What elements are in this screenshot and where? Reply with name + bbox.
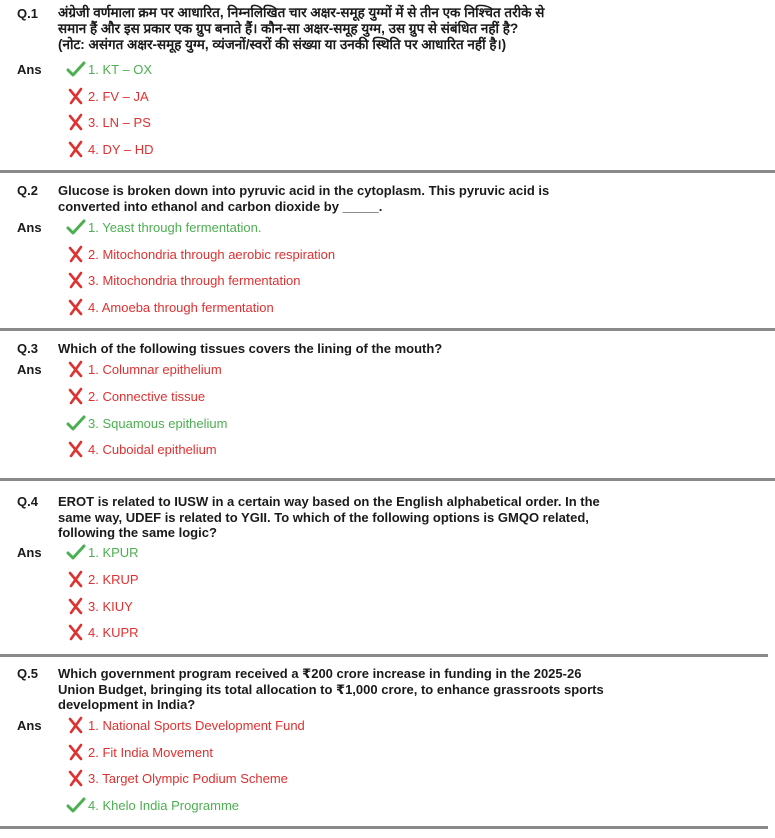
option-label: 2. KRUP — [88, 571, 139, 587]
question-number: Q.1 — [17, 6, 38, 21]
option-4 — [66, 297, 274, 317]
option-3 — [66, 596, 133, 616]
cross-icon — [66, 623, 86, 641]
check-icon — [66, 218, 86, 236]
answer-label: Ans — [17, 718, 42, 733]
answer-label: Ans — [17, 545, 42, 560]
option-label: 4. KUPR — [88, 624, 139, 640]
option-label: 2. Mitochondria through aerobic respiration — [88, 246, 336, 262]
option-1 — [66, 359, 222, 379]
option-4 — [66, 795, 239, 815]
question-number: Q.4 — [17, 494, 38, 509]
option-label: 3. Squamous epithelium — [88, 415, 228, 431]
question-text — [58, 666, 618, 713]
option-2 — [66, 244, 335, 264]
option-label: 3. KIUY — [88, 598, 133, 614]
question-text-line: (नोट: असंगत अक्षर-समूह युग्म, व्यंजनों/स्वरों की संख्या या उनकी स्थिति पर आधारित नहीं है।) — [58, 37, 507, 52]
option-2 — [66, 742, 213, 762]
answer-label: Ans — [17, 62, 42, 77]
cross-icon — [66, 570, 86, 588]
option-3 — [66, 270, 300, 290]
separator — [0, 654, 768, 657]
separator — [0, 826, 768, 829]
option-2 — [66, 386, 205, 406]
option-3 — [66, 413, 227, 433]
option-1 — [66, 542, 139, 562]
option-label: 1. National Sports Development Fund — [88, 717, 305, 733]
option-label: 4. Cuboidal epithelium — [88, 441, 217, 457]
option-1 — [66, 59, 152, 79]
option-label: 1. Yeast through fermentation. — [88, 219, 262, 235]
question-number: Q.5 — [17, 666, 38, 681]
cross-icon — [66, 743, 86, 761]
option-2 — [66, 86, 149, 106]
option-label: 2. FV – JA — [88, 88, 149, 104]
option-label: 3. Mitochondria through fermentation — [88, 272, 301, 288]
option-4 — [66, 139, 154, 159]
cross-icon — [66, 769, 86, 787]
question-text — [58, 5, 603, 53]
option-1 — [66, 715, 305, 735]
question-text-line: same way, UDEF is related to YGII. To which of the following options is GMQO related, — [58, 509, 589, 525]
option-label: 3. LN – PS — [88, 114, 151, 130]
separator — [0, 478, 775, 481]
question-text-line: समान हैं और इस प्रकार एक ग्रुप बनाते हैं। कौन-सा अक्षर-समूह युग्म, उस ग्रुप से संबंधित नहीं है? — [58, 21, 519, 36]
option-1 — [66, 217, 261, 237]
question-text-line: Which of the following tissues covers the lining of the mouth? — [58, 341, 443, 356]
check-icon — [66, 414, 86, 432]
cross-icon — [66, 716, 86, 734]
question-number: Q.3 — [17, 341, 38, 356]
cross-icon — [66, 440, 86, 458]
cross-icon — [66, 360, 86, 378]
option-3 — [66, 112, 151, 132]
question-text-line: development in India? — [58, 697, 196, 712]
separator — [0, 328, 775, 331]
option-label: 1. KPUR — [88, 544, 139, 560]
option-label: 4. Khelo India Programme — [88, 797, 240, 813]
check-icon — [66, 543, 86, 561]
question-text-line: Glucose is broken down into pyruvic acid in the cytoplasm. This pyruvic acid is — [58, 183, 550, 198]
option-2 — [66, 569, 139, 589]
option-4 — [66, 622, 139, 642]
cross-icon — [66, 271, 86, 289]
cross-icon — [66, 387, 86, 405]
question-number: Q.2 — [17, 183, 38, 198]
question-text — [58, 183, 603, 214]
question-text-line: EROT is related to IUSW in a certain way based on the English alphabetical order. In the — [58, 494, 600, 509]
question-text-line: अंग्रेजी वर्णमाला क्रम पर आधारित, निम्नलिखित चार अक्षर-समूह युग्मों में से तीन एक निश्चित तरीके से — [58, 5, 545, 20]
option-4 — [66, 439, 217, 459]
check-icon — [66, 60, 86, 78]
option-label: 2. Connective tissue — [88, 388, 206, 404]
answer-label: Ans — [17, 220, 42, 235]
option-label: 1. Columnar epithelium — [88, 361, 222, 377]
option-label: 4. Amoeba through fermentation — [88, 299, 274, 315]
check-icon — [66, 796, 86, 814]
option-label: 3. Target Olympic Podium Scheme — [88, 770, 288, 786]
separator — [0, 170, 775, 173]
cross-icon — [66, 298, 86, 316]
question-text-line: Union Budget, bringing its total allocation to ₹1,000 crore, to enhance grassroots sports — [58, 681, 604, 697]
option-3 — [66, 768, 288, 788]
answer-label: Ans — [17, 362, 42, 377]
question-text-line: Which government program received a ₹200 crore increase in funding in the 2025-26 — [58, 666, 582, 681]
cross-icon — [66, 87, 86, 105]
option-label: 1. KT – OX — [88, 61, 153, 77]
cross-icon — [66, 140, 86, 158]
question-text-line: converted into ethanol and carbon dioxide by _____. — [58, 198, 383, 214]
option-label: 4. DY – HD — [88, 141, 154, 157]
cross-icon — [66, 113, 86, 131]
question-text — [58, 494, 618, 541]
cross-icon — [66, 597, 86, 615]
question-text — [58, 341, 603, 357]
option-label: 2. Fit India Movement — [88, 744, 213, 760]
question-text-line: following the same logic? — [58, 525, 217, 540]
cross-icon — [66, 245, 86, 263]
